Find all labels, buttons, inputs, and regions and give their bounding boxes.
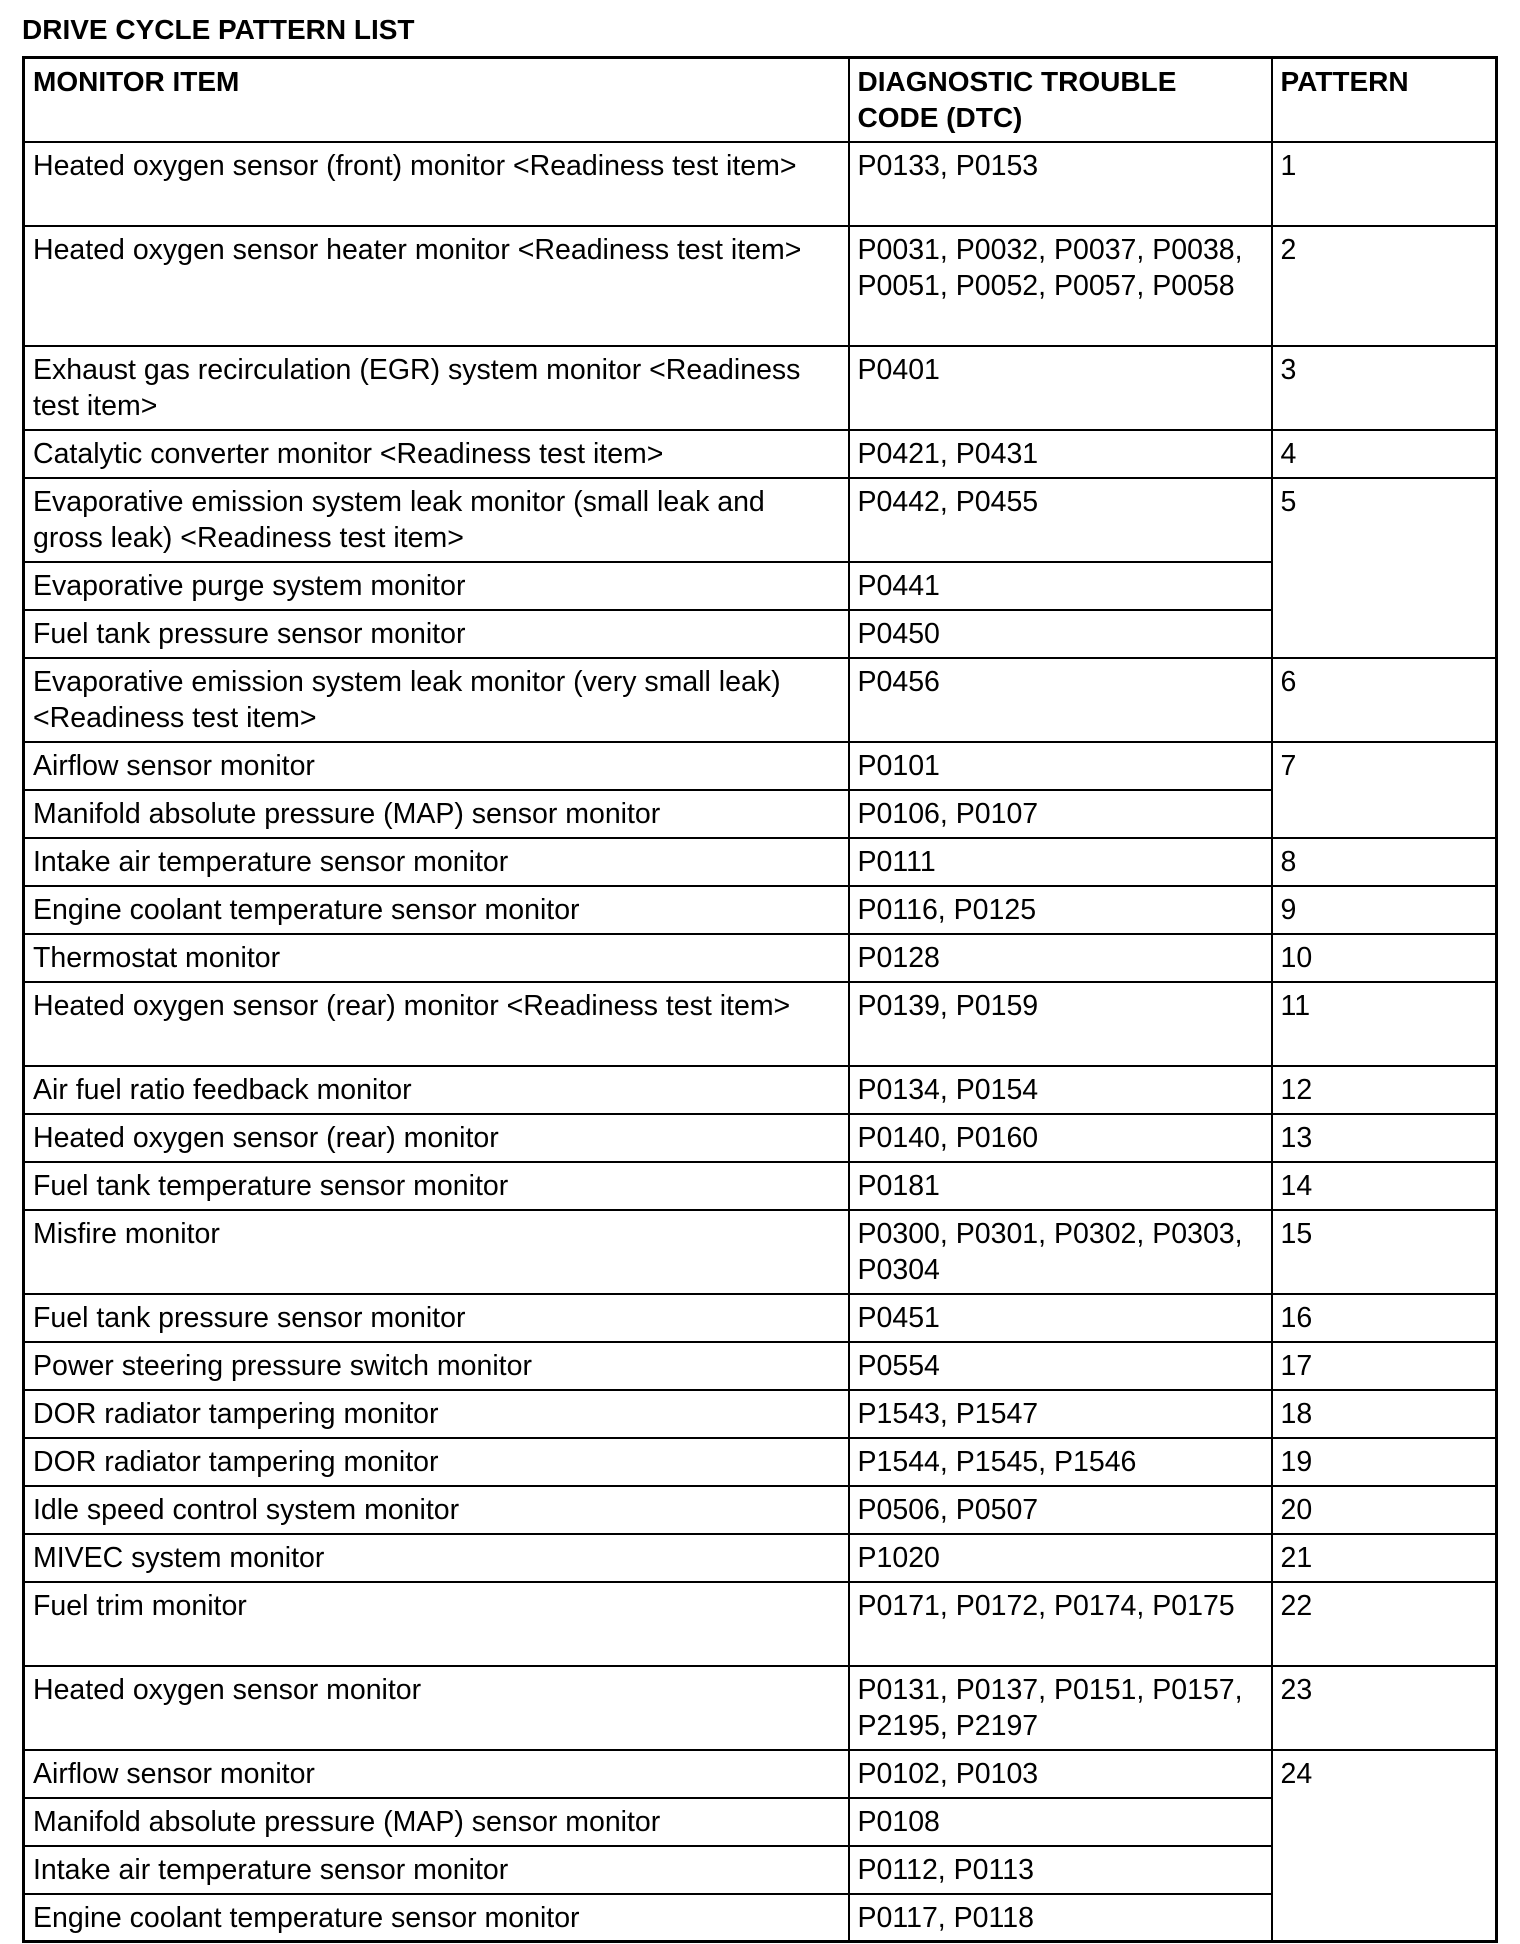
dtc-cell: P0401 — [849, 346, 1272, 430]
pattern-cell: 21 — [1272, 1534, 1497, 1582]
monitor-item-cell: Manifold absolute pressure (MAP) sensor monitor — [24, 1798, 849, 1846]
dtc-cell: P0300, P0301, P0302, P0303, P0304 — [849, 1210, 1272, 1294]
table-row — [24, 1582, 1497, 1666]
pattern-cell: 16 — [1272, 1294, 1497, 1342]
dtc-cell: P0442, P0455 — [849, 478, 1272, 562]
monitor-item-cell: Heated oxygen sensor (rear) monitor — [24, 1114, 849, 1162]
pattern-cell: 11 — [1272, 982, 1497, 1066]
table-row — [24, 1486, 1497, 1534]
dtc-cell: P0116, P0125 — [849, 886, 1272, 934]
table-row — [24, 226, 1497, 346]
table-row — [24, 1390, 1497, 1438]
monitor-item-cell: Power steering pressure switch monitor — [24, 1342, 849, 1390]
header-row — [24, 58, 1497, 142]
pattern-cell: 13 — [1272, 1114, 1497, 1162]
table-row — [24, 478, 1497, 562]
monitor-item-cell: Evaporative purge system monitor — [24, 562, 849, 610]
pattern-cell: 23 — [1272, 1666, 1497, 1750]
monitor-item-cell: Exhaust gas recirculation (EGR) system monitor <Readiness test item> — [24, 346, 849, 430]
monitor-item-cell: Idle speed control system monitor — [24, 1486, 849, 1534]
dtc-cell: P0451 — [849, 1294, 1272, 1342]
table-row — [24, 982, 1497, 1066]
pattern-cell: 10 — [1272, 934, 1497, 982]
monitor-item-cell: Fuel tank pressure sensor monitor — [24, 1294, 849, 1342]
dtc-cell: P0133, P0153 — [849, 142, 1272, 226]
dtc-cell: P0131, P0137, P0151, P0157, P2195, P2197 — [849, 1666, 1272, 1750]
dtc-cell: P0128 — [849, 934, 1272, 982]
dtc-cell: P0421, P0431 — [849, 430, 1272, 478]
monitor-item-cell: Evaporative emission system leak monitor (very small leak) <Readiness test item> — [24, 658, 849, 742]
pattern-cell: 5 — [1272, 478, 1497, 658]
table-row — [24, 1294, 1497, 1342]
table-body — [24, 142, 1497, 1942]
table-row — [24, 1210, 1497, 1294]
pattern-cell: 18 — [1272, 1390, 1497, 1438]
monitor-item-cell: Manifold absolute pressure (MAP) sensor monitor — [24, 790, 849, 838]
dtc-cell: P0108 — [849, 1798, 1272, 1846]
table-row — [24, 742, 1497, 790]
dtc-cell: P0506, P0507 — [849, 1486, 1272, 1534]
pattern-cell: 17 — [1272, 1342, 1497, 1390]
table-row — [24, 346, 1497, 430]
pattern-cell: 20 — [1272, 1486, 1497, 1534]
dtc-cell: P1544, P1545, P1546 — [849, 1438, 1272, 1486]
table-row — [24, 658, 1497, 742]
monitor-item-cell: Fuel tank pressure sensor monitor — [24, 610, 849, 658]
dtc-cell: P1020 — [849, 1534, 1272, 1582]
header-monitor-item: MONITOR ITEM — [24, 58, 849, 142]
monitor-item-cell: Airflow sensor monitor — [24, 1750, 849, 1798]
pattern-cell: 14 — [1272, 1162, 1497, 1210]
table-row — [24, 1162, 1497, 1210]
monitor-item-cell: Intake air temperature sensor monitor — [24, 838, 849, 886]
pattern-cell: 3 — [1272, 346, 1497, 430]
dtc-cell: P0140, P0160 — [849, 1114, 1272, 1162]
table-row — [24, 1534, 1497, 1582]
monitor-item-cell: Heated oxygen sensor monitor — [24, 1666, 849, 1750]
dtc-cell: P1543, P1547 — [849, 1390, 1272, 1438]
dtc-cell: P0134, P0154 — [849, 1066, 1272, 1114]
table-row — [24, 934, 1497, 982]
dtc-cell: P0171, P0172, P0174, P0175 — [849, 1582, 1272, 1666]
pattern-cell: 1 — [1272, 142, 1497, 226]
dtc-cell: P0456 — [849, 658, 1272, 742]
table-row — [24, 1666, 1497, 1750]
monitor-item-cell: Catalytic converter monitor <Readiness test item> — [24, 430, 849, 478]
table-row — [24, 886, 1497, 934]
table-row — [24, 1750, 1497, 1798]
header-dtc: DIAGNOSTIC TROUBLE CODE (DTC) — [849, 58, 1272, 142]
dtc-cell: P0102, P0103 — [849, 1750, 1272, 1798]
drive-cycle-pattern-table — [22, 56, 1498, 1943]
pattern-cell: 12 — [1272, 1066, 1497, 1114]
pattern-cell: 9 — [1272, 886, 1497, 934]
dtc-cell: P0101 — [849, 742, 1272, 790]
dtc-cell: P0106, P0107 — [849, 790, 1272, 838]
dtc-cell: P0139, P0159 — [849, 982, 1272, 1066]
monitor-item-cell: Heated oxygen sensor heater monitor <Readiness test item> — [24, 226, 849, 346]
table-header — [24, 58, 1497, 142]
dtc-cell: P0117, P0118 — [849, 1894, 1272, 1942]
pattern-cell: 22 — [1272, 1582, 1497, 1666]
pattern-cell: 4 — [1272, 430, 1497, 478]
pattern-cell: 6 — [1272, 658, 1497, 742]
monitor-item-cell: DOR radiator tampering monitor — [24, 1438, 849, 1486]
monitor-item-cell: Airflow sensor monitor — [24, 742, 849, 790]
dtc-cell: P0111 — [849, 838, 1272, 886]
table-row — [24, 1438, 1497, 1486]
pattern-cell: 15 — [1272, 1210, 1497, 1294]
pattern-cell: 8 — [1272, 838, 1497, 886]
monitor-item-cell: DOR radiator tampering monitor — [24, 1390, 849, 1438]
dtc-cell: P0031, P0032, P0037, P0038, P0051, P0052, P0057, P0058 — [849, 226, 1272, 346]
pattern-cell: 7 — [1272, 742, 1497, 838]
monitor-item-cell: Evaporative emission system leak monitor (small leak and gross leak) <Readiness test item> — [24, 478, 849, 562]
monitor-item-cell: Misfire monitor — [24, 1210, 849, 1294]
table-row — [24, 430, 1497, 478]
pattern-cell: 24 — [1272, 1750, 1497, 1942]
dtc-cell: P0554 — [849, 1342, 1272, 1390]
monitor-item-cell: Fuel trim monitor — [24, 1582, 849, 1666]
dtc-cell: P0181 — [849, 1162, 1272, 1210]
table-row — [24, 1066, 1497, 1114]
monitor-item-cell: Thermostat monitor — [24, 934, 849, 982]
monitor-item-cell: Heated oxygen sensor (rear) monitor <Readiness test item> — [24, 982, 849, 1066]
page-title: DRIVE CYCLE PATTERN LIST — [22, 14, 415, 45]
dtc-cell: P0112, P0113 — [849, 1846, 1272, 1894]
header-pattern: PATTERN — [1272, 58, 1497, 142]
monitor-item-cell: Engine coolant temperature sensor monitor — [24, 886, 849, 934]
dtc-cell: P0450 — [849, 610, 1272, 658]
table-row — [24, 1342, 1497, 1390]
monitor-item-cell: Heated oxygen sensor (front) monitor <Readiness test item> — [24, 142, 849, 226]
table-row — [24, 1114, 1497, 1162]
pattern-cell: 2 — [1272, 226, 1497, 346]
dtc-cell: P0441 — [849, 562, 1272, 610]
table-row — [24, 838, 1497, 886]
monitor-item-cell: Engine coolant temperature sensor monitor — [24, 1894, 849, 1942]
pattern-cell: 19 — [1272, 1438, 1497, 1486]
monitor-item-cell: Intake air temperature sensor monitor — [24, 1846, 849, 1894]
monitor-item-cell: Air fuel ratio feedback monitor — [24, 1066, 849, 1114]
monitor-item-cell: MIVEC system monitor — [24, 1534, 849, 1582]
table-row — [24, 142, 1497, 226]
monitor-item-cell: Fuel tank temperature sensor monitor — [24, 1162, 849, 1210]
